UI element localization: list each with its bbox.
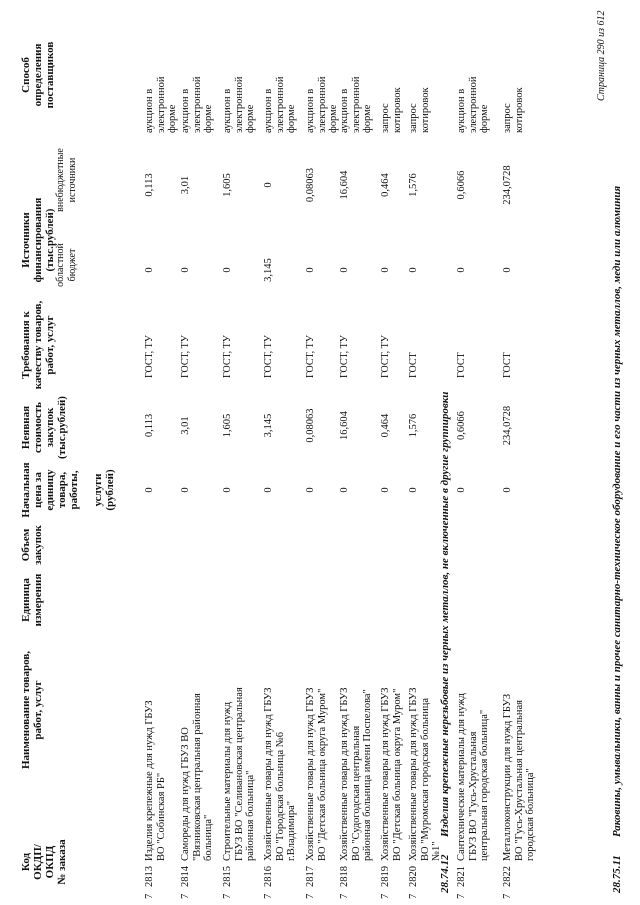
header-method: поставщиков xyxy=(44,41,56,109)
row-name: Хозяйственные товары для нужд ГБУЗ xyxy=(380,687,391,861)
row-method: запрос xyxy=(408,103,419,133)
header-fin-offbudget: внебюджетные xyxy=(55,148,66,212)
row-fin-regional: 0 xyxy=(339,267,350,273)
row-requirements: ГОСТ xyxy=(502,352,513,378)
row-id: 2821 xyxy=(456,866,467,887)
header-start-price: товара, xyxy=(56,471,68,509)
row-start-price: 0 xyxy=(380,487,391,493)
row-number: 7 xyxy=(380,893,391,899)
row-fin-offbudget: 0,08063 xyxy=(305,167,316,203)
row-fin-offbudget: 0 xyxy=(263,182,274,188)
row-estimated-cost: 0,6066 xyxy=(456,411,467,440)
row-method: форме xyxy=(203,104,214,133)
row-estimated-cost: 3,01 xyxy=(180,416,191,435)
row-id: 2820 xyxy=(408,866,419,887)
header-est-cost: стоимость xyxy=(32,402,44,453)
row-number: 7 xyxy=(144,893,155,899)
row-number: 7 xyxy=(339,893,350,899)
header-name: Наименование товаров, xyxy=(20,650,32,770)
row-method: форме xyxy=(479,104,490,133)
row-method: котировок xyxy=(513,87,525,133)
row-requirements: ГОСТ, ТУ xyxy=(380,335,391,378)
header-requirements: работ, услуг xyxy=(44,315,56,375)
row-name: ВО "Судогодская центральная xyxy=(350,725,362,861)
row-start-price: 0 xyxy=(502,487,513,493)
row-fin-regional: 0 xyxy=(222,267,233,273)
row-method: котировок xyxy=(391,87,403,133)
header-fin-regional: бюджет xyxy=(67,248,78,282)
row-start-price: 0 xyxy=(144,487,155,493)
row-name: Строительные материалы для нужд xyxy=(222,701,233,861)
row-start-price: 0 xyxy=(305,487,316,493)
row-method: аукцион в xyxy=(144,88,155,133)
row-method: аукцион в xyxy=(456,88,467,133)
row-name: Металлоконструкции для нужд ГБУЗ xyxy=(502,693,513,861)
header-requirements: качеству товаров, xyxy=(32,300,44,390)
row-estimated-cost: 0,113 xyxy=(144,413,155,438)
row-name: Изделия крепежные для нужд ГБУЗ xyxy=(144,700,155,861)
row-estimated-cost: 0,08063 xyxy=(305,408,316,443)
row-name: Хозяйственные товары для нужд ГБУЗ xyxy=(263,687,274,861)
row-method: электронной xyxy=(350,76,362,133)
row-estimated-cost: 1,605 xyxy=(222,413,233,438)
row-method: аукцион в xyxy=(180,88,191,133)
row-number: 7 xyxy=(222,893,233,899)
group-28-75-title: Раковины, умывальники, ванны и прочее санитарно-техническое оборудование и его части из черных металлов, меди или алюминия xyxy=(611,185,623,837)
page-footer: Страница 290 из 612 xyxy=(596,10,607,101)
header-financing: (тыс.рублей) xyxy=(44,208,56,272)
header-code: Код xyxy=(20,852,32,872)
row-start-price: 0 xyxy=(339,487,350,493)
header-est-cost: (тыс.рублей) xyxy=(56,396,68,459)
row-fin-offbudget: 1,576 xyxy=(408,173,419,197)
row-method: электронной xyxy=(274,76,286,133)
row-fin-regional: 0 xyxy=(144,267,155,273)
row-id: 2815 xyxy=(222,866,233,887)
row-number: 7 xyxy=(408,893,419,899)
row-name: ВО "Городская больница №6 xyxy=(274,731,286,861)
row-name: городская больница" xyxy=(525,768,536,861)
header-est-cost: Неявная xyxy=(20,405,32,450)
row-method: электронной xyxy=(191,76,203,133)
group-28-74-title: Изделия крепежные нерезьбовые из черных металлов, не включенные в другие группировки xyxy=(439,391,451,837)
row-requirements: ГОСТ, ТУ xyxy=(305,335,316,378)
row-number: 7 xyxy=(263,893,274,899)
group-28-74-code: 28.74.12 xyxy=(439,854,451,893)
header-start-price: работы, xyxy=(68,470,80,510)
row-estimated-cost: 234,0728 xyxy=(502,405,513,446)
row-name: г.Владимира" xyxy=(286,800,297,861)
header-fin-offbudget: источники xyxy=(67,157,78,203)
row-estimated-cost: 0,464 xyxy=(380,413,391,438)
header-est-cost: закупок xyxy=(44,407,56,448)
row-start-price: 0 xyxy=(222,487,233,493)
header-unit: Единица xyxy=(20,578,32,622)
group-28-75-code: 28.75.11 xyxy=(611,855,623,893)
row-requirements: ГОСТ, ТУ xyxy=(263,335,274,378)
row-id: 2814 xyxy=(180,866,191,887)
row-method: форме xyxy=(167,104,178,133)
header-start-price: услуги xyxy=(92,473,104,507)
row-id: 2819 xyxy=(380,866,391,887)
row-name: Хозяйственные товары для нужд ГБУЗ xyxy=(408,687,419,861)
row-requirements: ГОСТ, ТУ xyxy=(339,335,350,378)
header-volume: закупок xyxy=(32,525,44,565)
header-method: Способ xyxy=(20,57,32,93)
row-fin-regional: 0 xyxy=(456,267,467,273)
row-method: форме xyxy=(245,104,256,133)
header-code: ОКДП/ xyxy=(32,844,44,880)
row-fin-regional: 3,145 xyxy=(263,258,274,282)
row-name: №1" xyxy=(431,841,442,861)
row-method: форме xyxy=(362,104,373,133)
header-fin-regional: областной xyxy=(55,243,66,287)
row-fin-offbudget: 16,604 xyxy=(339,170,350,200)
row-id: 2822 xyxy=(502,866,513,887)
header-requirements: Требования к xyxy=(20,311,32,379)
row-name: ВО "Гусь-Хрустальная центральная xyxy=(513,700,525,861)
row-requirements: ГОСТ, ТУ xyxy=(180,335,191,378)
row-method: аукцион в xyxy=(339,88,350,133)
row-name: районная больница имени Поспелова" xyxy=(362,689,373,861)
row-name: Самореды для нужд ГБУЗ ВО xyxy=(180,727,191,861)
row-method: аукцион в xyxy=(263,88,274,133)
row-estimated-cost: 3,145 xyxy=(263,413,274,438)
row-method: котировок xyxy=(419,87,431,133)
row-fin-regional: 0 xyxy=(408,267,419,273)
header-financing: финансирования xyxy=(32,197,44,283)
row-fin-regional: 0 xyxy=(305,267,316,273)
row-fin-regional: 0 xyxy=(180,267,191,273)
row-requirements: ГОСТ, ТУ xyxy=(144,335,155,378)
row-fin-regional: 0 xyxy=(380,267,391,273)
row-name: ВО "Детская больница округа Муром" xyxy=(316,688,328,861)
row-name: ВО "Муромская городская больница xyxy=(419,697,431,861)
row-id: 2813 xyxy=(144,866,155,887)
header-volume: Объем xyxy=(20,528,32,562)
row-fin-regional: 0 xyxy=(502,267,513,273)
row-method: форме xyxy=(328,104,339,133)
row-fin-offbudget: 0,464 xyxy=(380,173,391,197)
row-number: 7 xyxy=(502,893,513,899)
row-estimated-cost: 1,576 xyxy=(408,413,419,438)
header-financing: Источники xyxy=(20,212,32,268)
row-name: ГБУЗ ВО "Гусь-Хрустальная xyxy=(467,731,479,861)
row-name: районная больница" xyxy=(245,770,256,861)
row-id: 2818 xyxy=(339,866,350,887)
row-id: 2816 xyxy=(263,866,274,887)
row-number: 7 xyxy=(180,893,191,899)
header-start-price: Начальная xyxy=(20,462,32,518)
header-method: определения xyxy=(32,43,44,107)
row-number: 7 xyxy=(305,893,316,899)
row-fin-offbudget: 3,01 xyxy=(180,175,191,195)
header-code: № заказа xyxy=(56,839,68,885)
row-name: "Вязниковская центральная районная xyxy=(191,693,203,861)
row-name: центральная городская больница" xyxy=(479,709,490,861)
header-start-price: (рублей) xyxy=(104,469,116,511)
row-method: запрос xyxy=(502,103,513,133)
header-name: работ, услуг xyxy=(32,680,44,740)
row-method: электронной xyxy=(233,76,245,133)
row-method: электронной xyxy=(316,76,328,133)
row-name: Хозяйственные товары для нужд ГБУЗ xyxy=(305,687,316,861)
row-start-price: 0 xyxy=(408,487,419,493)
row-requirements: ГОСТ, ТУ xyxy=(222,335,233,378)
row-start-price: 0 xyxy=(180,487,191,493)
row-name: ВО "Детская больница округа Муром" xyxy=(391,688,403,861)
header-start-price: цена за xyxy=(32,472,44,508)
row-number: 7 xyxy=(456,893,467,899)
row-id: 2817 xyxy=(305,866,316,887)
row-fin-offbudget: 1,605 xyxy=(222,173,233,197)
header-unit: измерения xyxy=(32,573,44,627)
row-fin-offbudget: 0,113 xyxy=(144,173,155,197)
row-name: ГБУЗ ВО "Селивановская центральная xyxy=(233,687,245,861)
row-start-price: 0 xyxy=(263,487,274,493)
row-method: электронной xyxy=(155,76,167,133)
row-name: Хозяйственные товары для нужд ГБУЗ xyxy=(339,687,350,861)
header-start-price: единицу xyxy=(44,469,56,511)
row-name: больница" xyxy=(203,814,214,861)
row-fin-offbudget: 234,0728 xyxy=(502,165,513,205)
header-code: ОКПД xyxy=(44,845,56,879)
row-method: аукцион в xyxy=(222,88,233,133)
row-estimated-cost: 16,604 xyxy=(339,411,350,440)
row-name: Сантехнические материалы для нужд xyxy=(456,693,467,861)
row-name: ВО "Собинская РБ" xyxy=(155,772,167,861)
row-method: форме xyxy=(286,104,297,133)
row-requirements: ГОСТ xyxy=(456,352,467,378)
row-method: электронной xyxy=(467,76,479,133)
row-requirements: ГОСТ xyxy=(408,352,419,378)
row-method: аукцион в xyxy=(305,88,316,133)
row-fin-offbudget: 0,6066 xyxy=(456,170,467,200)
row-method: запрос xyxy=(380,103,391,133)
row-start-price: 0 xyxy=(456,487,467,493)
